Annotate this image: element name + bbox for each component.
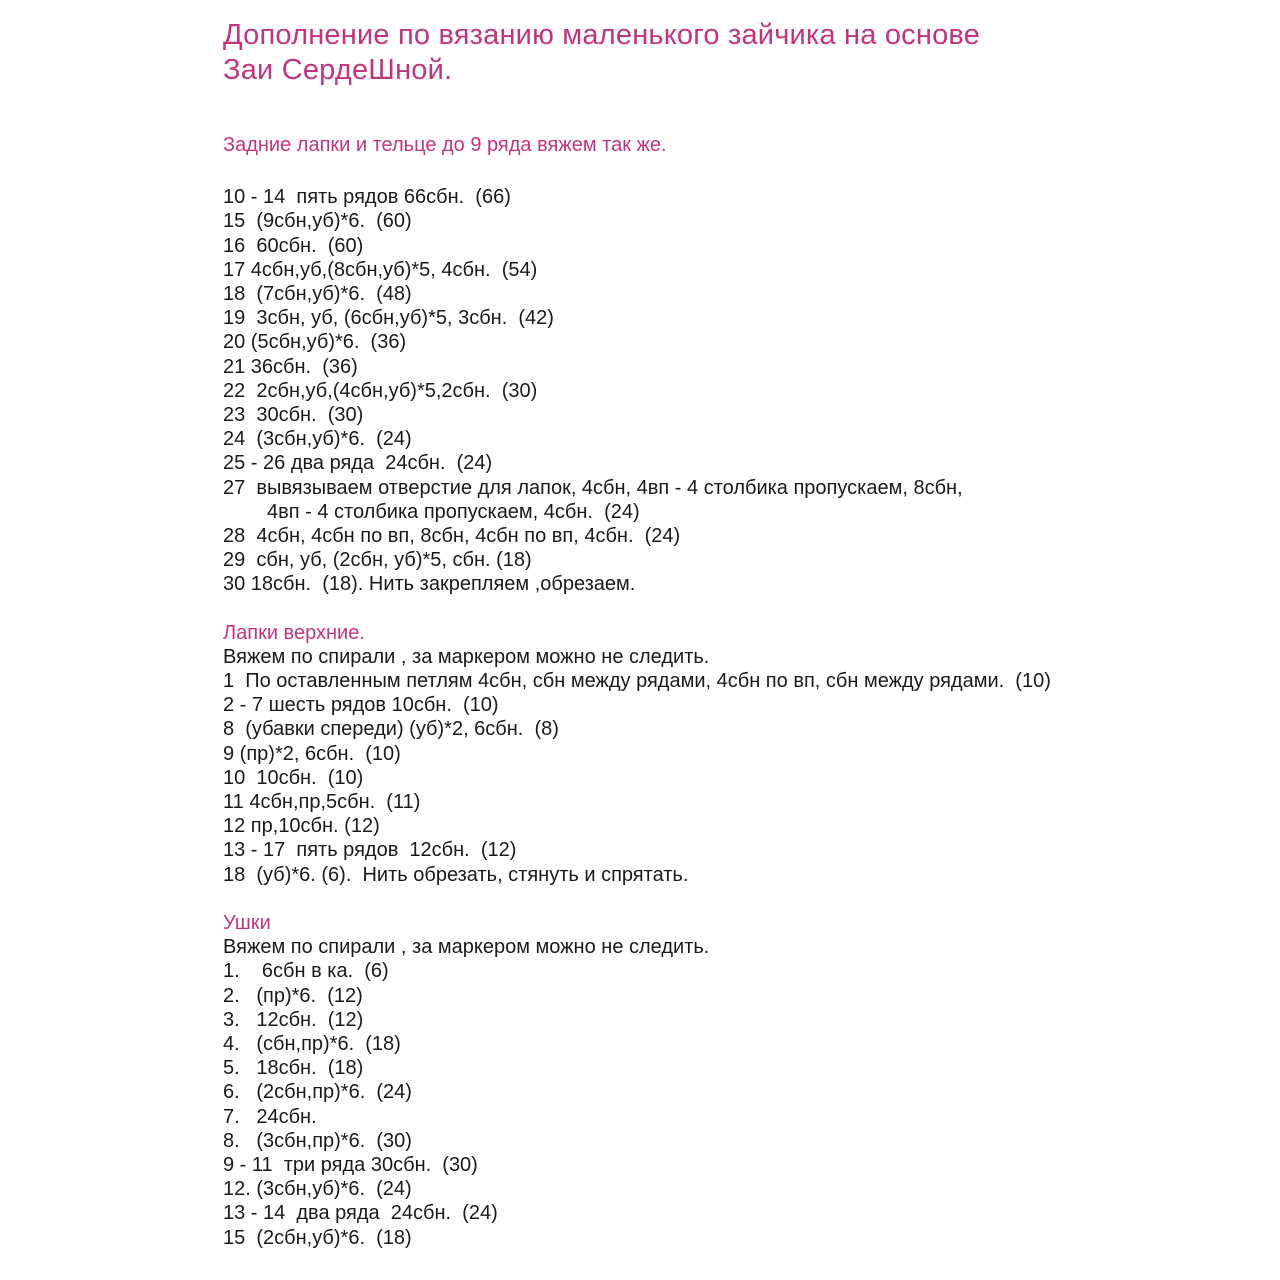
upper-paws-section (223, 621, 1263, 887)
pattern-row: 19 3сбн, уб, (6сбн,уб)*5, 3сбн. (42) (223, 307, 554, 330)
pattern-row: 17 4сбн,уб,(8сбн,уб)*5, 4сбн. (54) (223, 258, 538, 281)
pattern-row: 12. (3сбн,уб)*6. (24) (223, 1178, 412, 1201)
ears-heading: Ушки (223, 911, 271, 934)
pattern-row: 13 - 17 пять рядов 12сбн. (12) (223, 839, 517, 862)
pattern-row: 5. 18сбн. (18) (223, 1057, 364, 1080)
pattern-row: 11 4сбн,пр,5сбн. (11) (223, 791, 421, 814)
pattern-row: 15 (9сбн,уб)*6. (60) (223, 210, 412, 233)
pattern-row: 4. (сбн,пр)*6. (18) (223, 1032, 401, 1055)
pattern-row: 7. 24сбн. (223, 1105, 317, 1128)
pattern-row: 6. (2сбн,пр)*6. (24) (223, 1081, 412, 1104)
title-line-2: Заи СердеШной. (223, 54, 453, 86)
pattern-row: 23 30сбн. (30) (223, 404, 364, 427)
spacer (223, 887, 1263, 911)
spacer (223, 157, 1263, 185)
pattern-row: 13 - 14 два ряда 24сбн. (24) (223, 1202, 498, 1225)
pattern-row: 8 (убавки спереди) (уб)*2, 6сбн. (8) (223, 718, 559, 741)
pattern-row: 16 60сбн. (60) (223, 234, 364, 257)
pattern-row: 27 вывязываем отверстие для лапок, 4сбн, 4вп - 4 столбика пропускаем, 8сбн, (223, 476, 963, 499)
upper-paws-heading: Лапки верхние. (223, 621, 365, 644)
pattern-row: 10 - 14 пять рядов 66сбн. (66) (223, 186, 511, 209)
pattern-row: 21 36сбн. (36) (223, 355, 358, 378)
document-page (223, 18, 1263, 1250)
pattern-row: 25 - 26 два ряда 24сбн. (24) (223, 452, 493, 475)
pattern-row: 1 По оставленным петлям 4сбн, сбн между рядами, 4сбн по вп, сбн между рядами. (10) (223, 670, 1051, 693)
title-line-1: Дополнение по вязанию маленького зайчика на основе (223, 19, 981, 51)
spacer (223, 597, 1263, 621)
pattern-row: 28 4сбн, 4сбн по вп, 8сбн, 4сбн по вп, 4сбн. (24) (223, 525, 681, 548)
pattern-row: 9 (пр)*2, 6сбн. (10) (223, 742, 401, 765)
pattern-row: 20 (5сбн,уб)*6. (36) (223, 331, 407, 354)
pattern-row-continuation: 4вп - 4 столбика пропускаем, 4сбн. (24) (267, 500, 640, 523)
pattern-row: 8. (3сбн,пр)*6. (30) (223, 1129, 412, 1152)
pattern-row: 10 10сбн. (10) (223, 766, 364, 789)
pattern-row: 30 18сбн. (18). Нить закрепляем ,обрезаем. (223, 573, 636, 596)
pattern-row: 24 (3сбн,уб)*6. (24) (223, 428, 412, 451)
pattern-row: 29 сбн, уб, (2сбн, уб)*5, сбн. (18) (223, 549, 532, 572)
pattern-row: 9 - 11 три ряда 30сбн. (30) (223, 1153, 478, 1176)
body-section (223, 133, 1263, 597)
body-intro: Задние лапки и тельце до 9 ряда вяжем так же. (223, 134, 667, 156)
ears-section (223, 911, 1263, 1250)
document-title (223, 18, 1263, 88)
pattern-row: 2 - 7 шесть рядов 10сбн. (10) (223, 694, 499, 717)
pattern-row: 2. (пр)*6. (12) (223, 984, 363, 1007)
pattern-row: 12 пр,10сбн. (12) (223, 815, 380, 838)
upper-paws-note: Вяжем по спирали , за маркером можно не следить. (223, 645, 710, 668)
pattern-row: 1. 6сбн в ка. (6) (223, 960, 389, 983)
pattern-row: 18 (уб)*6. (6). Нить обрезать, стянуть и спрятать. (223, 863, 689, 886)
spacer (223, 88, 1263, 133)
pattern-row: 22 2сбн,уб,(4сбн,уб)*5,2сбн. (30) (223, 379, 538, 402)
pattern-row: 3. 12сбн. (12) (223, 1008, 364, 1031)
ears-note: Вяжем по спирали , за маркером можно не следить. (223, 936, 710, 959)
pattern-row: 15 (2сбн,уб)*6. (18) (223, 1226, 412, 1249)
pattern-row: 18 (7сбн,уб)*6. (48) (223, 283, 412, 306)
